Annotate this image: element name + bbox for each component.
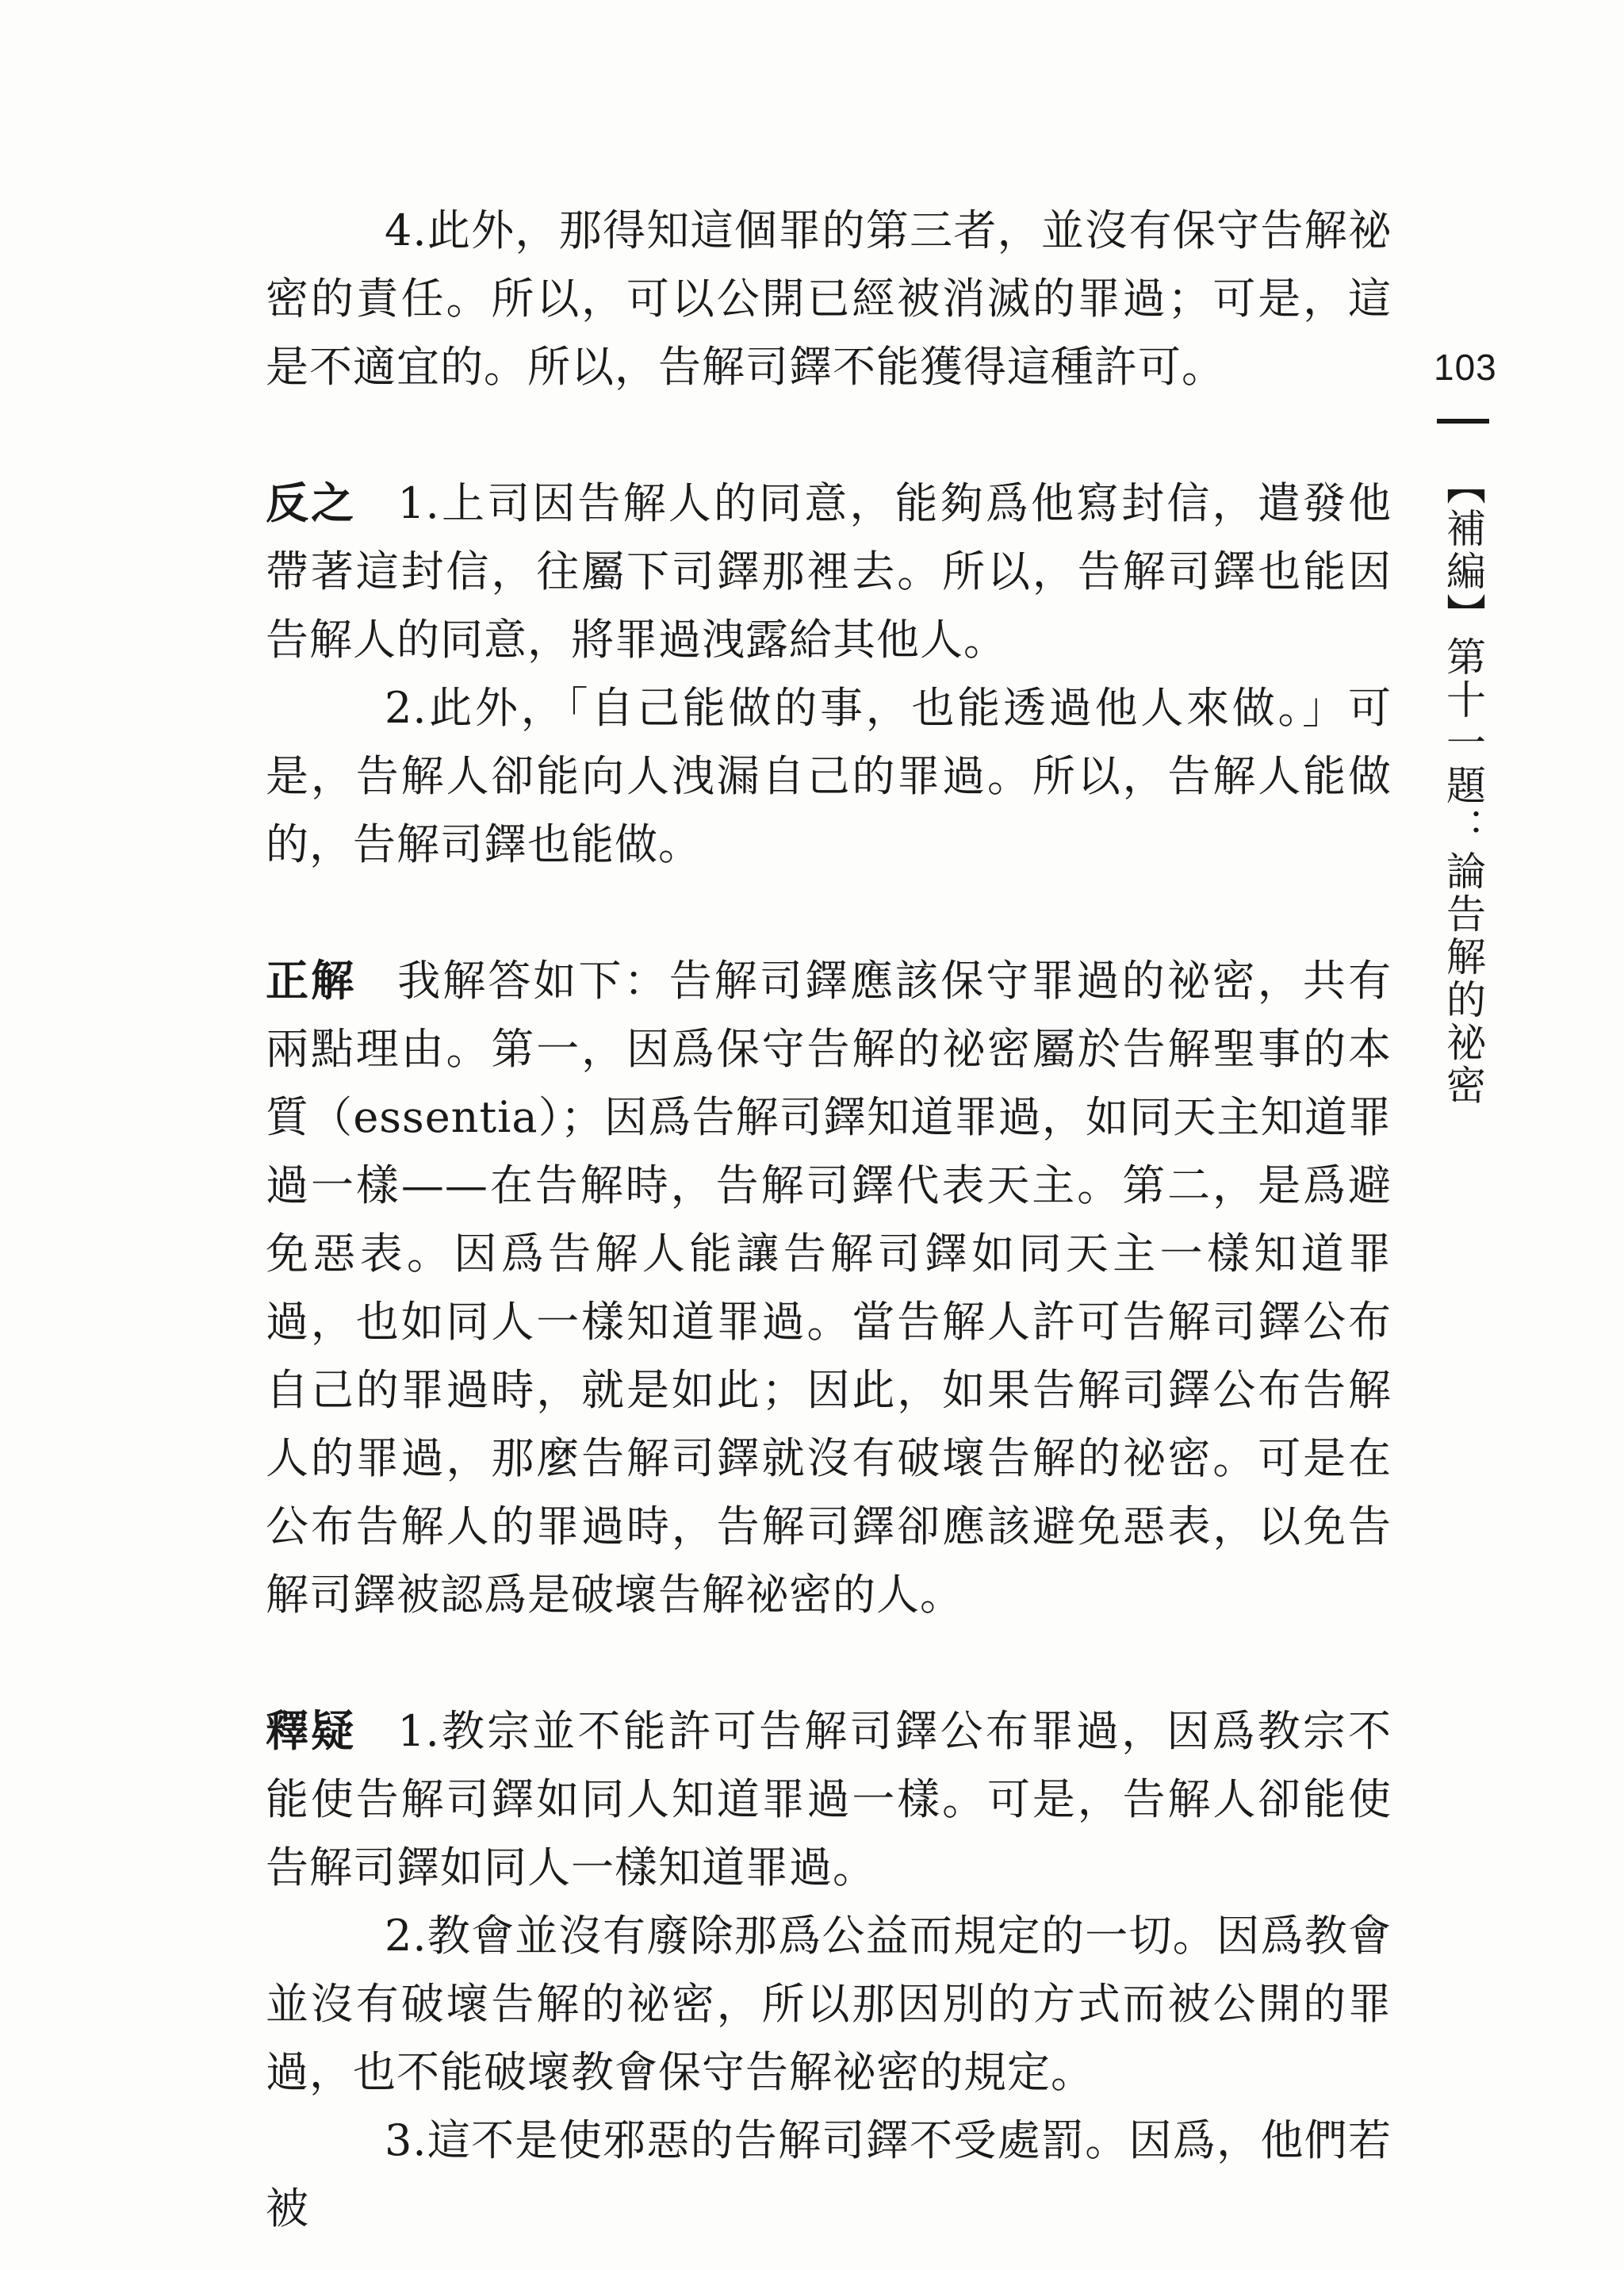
reply-1-text: 1.教宗並不能許可告解司鐸公布罪過，因爲教宗不能使告解司鐸如同人知道罪過一樣。可是，告解人卻能使告解司鐸如同人一樣知道罪過。 (266, 1706, 1392, 1892)
section-label-reply: 釋疑 (266, 1706, 357, 1756)
paragraph-reply-3: 3.這不是使邪惡的告解司鐸不受處罰。因爲，他們若被 (266, 2115, 1392, 2234)
answer-text: 我解答如下：告解司鐸應該保守罪過的祕密，共有兩點理由。第一，因爲保守告解的祕密屬於告解聖事的本質（essentia）；因爲告解司鐸知道罪過，如同天主知道罪過一樣——在告解時，告解司鐸代表天主。第二，是爲避免惡表。因爲告解人能讓告解司鐸如同天主一樣知道罪過，也如同人一樣知道罪過。當告解人許可告解司鐸公布自己的罪過時，就是如此；因此，如果告解司鐸公布告解人的罪過，那麼告解司鐸就沒有破壞告解的祕密。可是在公布告解人的罪過時，告解司鐸卻應該避免惡表，以免告解司鐸被認爲是破壞告解祕密的人。 (266, 956, 1392, 1620)
section-gap (266, 879, 1392, 947)
paragraph-objection-4: 4.此外，那得知這個罪的第三者，並沒有保守告解祕密的責任。所以，可以公開已經被消滅的罪過；可是，這是不適宜的。所以，告解司鐸不能獲得這種許可。 (266, 205, 1392, 392)
section-gap (266, 401, 1392, 470)
section-gap (266, 1629, 1392, 1697)
running-head: 【補編】第十一題：論告解的祕密 (1440, 465, 1486, 1107)
main-text-column (266, 197, 1392, 2243)
sed-contra-1-text: 1.上司因告解人的同意，能夠爲他寫封信，遣發他帶著這封信，往屬下司鐸那裡去。所以，告解司鐸也能因告解人的同意，將罪過洩露給其他人。 (266, 478, 1392, 665)
paragraph-reply-1 (266, 1697, 1392, 1902)
section-label-answer: 正解 (266, 956, 357, 1006)
page-number-rule (1437, 419, 1489, 424)
paragraph-sed-contra-1 (266, 470, 1392, 674)
paragraph-sed-contra-2: 2.此外，「自己能做的事，也能透過他人來做。」可是，告解人卻能向人洩漏自己的罪過。所以，告解人能做的，告解司鐸也能做。 (266, 683, 1392, 869)
paragraph-answer (266, 947, 1392, 1629)
page-number: 103 (1434, 347, 1497, 388)
paragraph-reply-2: 2.教會並沒有廢除那爲公益而規定的一切。因爲教會並沒有破壞告解的祕密，所以那因別的方式而被公開的罪過，也不能破壞教會保守告解祕密的規定。 (266, 1911, 1392, 2097)
section-label-sed-contra: 反之 (266, 478, 357, 528)
